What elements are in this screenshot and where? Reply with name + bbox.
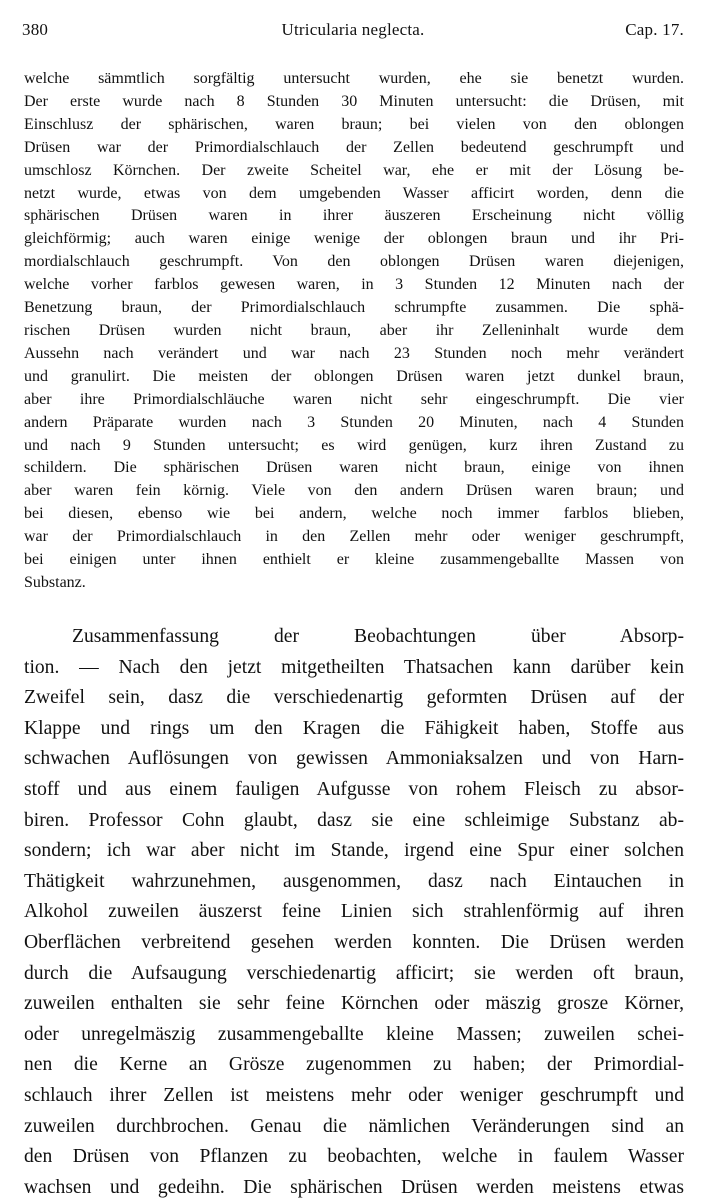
text-line: Der erste wurde nach 8 Stunden 30 Minuten untersucht: die Drüsen, mit <box>24 92 684 110</box>
text-line: den Drüsen von Pflanzen zu beobachten, welche in faulem Wasser <box>24 1146 684 1168</box>
text-line: und granulirt. Die meisten der oblongen Drüsen waren jetzt dunkel braun, <box>24 367 684 385</box>
text-line: zuweilen enthalten sie sehr feine Körnchen oder mäszig grosze Körner, <box>24 993 684 1015</box>
text-line: wachsen und gedeihn. Die sphärischen Drüsen werden meistens etwas <box>24 1176 684 1198</box>
text-line: aber waren fein körnig. Viele von den andern Drüsen waren braun; und <box>24 482 684 500</box>
text-line: Alkohol zuweilen äuszerst feine Linien sich strahlenförmig auf ihren <box>24 901 684 923</box>
text-line: netzt wurde, etwas von dem umgebenden Wasser afficirt worden, denn die <box>24 184 684 202</box>
text-line: zuweilen durchbrochen. Genau die nämlichen Veränderungen sind an <box>24 1115 684 1137</box>
text-line: schwachen Auflösungen von gewissen Ammoniaksalzen und von Harn- <box>24 748 684 770</box>
paragraph-experiment-continuation <box>24 68 684 595</box>
text-line: aber ihre Primordialschläuche waren nicht sehr eingeschrumpft. Die vier <box>24 390 684 408</box>
text-line: stoff und aus einem fauligen Aufgusse von rohem Fleisch zu absor- <box>24 778 684 800</box>
text-line: Substanz. <box>24 573 86 591</box>
text-line: Thätigkeit wahrzunehmen, ausgenommen, dasz nach Eintauchen in <box>24 870 684 892</box>
text-line: bei diesen, ebenso wie bei andern, welche noch immer farblos blieben, <box>24 505 684 523</box>
text-line: Oberflächen verbreitend gesehen werden konnten. Die Drüsen werden <box>24 931 684 953</box>
running-header <box>22 20 684 46</box>
text-line: schlauch ihrer Zellen ist meistens mehr oder weniger geschrumpft und <box>24 1084 684 1106</box>
text-line: sphärischen Drüsen waren in ihrer äuszeren Erscheinung nicht völlig <box>24 207 684 225</box>
text-line: Klappe und rings um den Kragen die Fähigkeit haben, Stoffe aus <box>24 717 684 739</box>
text-line: war der Primordialschlauch in den Zellen mehr oder weniger geschrumpft, <box>24 528 684 546</box>
text-line: bei einigen unter ihnen enthielt er kleine zusammengeballte Massen von <box>24 551 684 569</box>
text-line: Einschlusz der sphärischen, waren braun; bei vielen von den oblongen <box>24 115 684 133</box>
text-line: gleichförmig; auch waren einige wenige der oblongen braun und ihr Pri- <box>24 230 684 248</box>
text-line: Benetzung braun, der Primordialschlauch schrumpfte zusammen. Die sphä- <box>24 299 684 317</box>
text-line: umschlosz Körnchen. Der zweite Scheitel war, ehe er mit der Lösung be- <box>24 161 684 179</box>
text-line: welche sämmtlich sorgfältig untersucht wurden, ehe sie benetzt wurden. <box>24 70 684 87</box>
text-line: Aussehn nach verändert und war nach 23 Stunden noch mehr verändert <box>24 344 684 362</box>
text-line: schildern. Die sphärischen Drüsen waren nicht braun, einige von ihnen <box>24 459 684 477</box>
text-line: Zweifel sein, dasz die verschiedenartig geformten Drüsen auf der <box>24 687 684 709</box>
chapter-label: Cap. 17. <box>625 20 684 39</box>
page-number: 380 <box>22 20 49 39</box>
text-line: nen die Kerne an Grösze zugenommen zu haben; der Primordial- <box>24 1054 684 1076</box>
text-line: rischen Drüsen wurden nicht braun, aber ihr Zelleninhalt wurde dem <box>24 321 684 339</box>
text-line: welche vorher farblos gewesen waren, in 3 Stunden 12 Minuten nach der <box>24 276 684 294</box>
running-title: Utricularia neglecta. <box>281 20 425 39</box>
paragraph-absorption-summary <box>24 622 684 1203</box>
text-line: tion. — Nach den jetzt mitgetheilten Thatsachen kann darüber kein <box>24 656 684 678</box>
text-line: sondern; ich war aber nicht im Stande, irgend eine Spur einer solchen <box>24 840 684 862</box>
text-line: mordialschlauch geschrumpft. Von den oblongen Drüsen waren diejenigen, <box>24 253 684 271</box>
text-line: und nach 9 Stunden untersucht; es wird genügen, kurz ihren Zustand zu <box>24 436 684 454</box>
text-line: oder unregelmäszig zusammengeballte kleine Massen; zuweilen schei- <box>24 1023 684 1045</box>
text-line: biren. Professor Cohn glaubt, dasz sie eine schleimige Substanz ab- <box>24 809 684 831</box>
section-heading-line: Zusammenfassung der Beobachtungen über Absorp- <box>72 626 684 647</box>
text-line: durch die Aufsaugung verschiedenartig afficirt; sie werden oft braun, <box>24 962 684 984</box>
text-line: Drüsen war der Primordialschlauch der Zellen bedeutend geschrumpft und <box>24 138 684 156</box>
text-line: andern Präparate wurden nach 3 Stunden 20 Minuten, nach 4 Stunden <box>24 413 684 431</box>
